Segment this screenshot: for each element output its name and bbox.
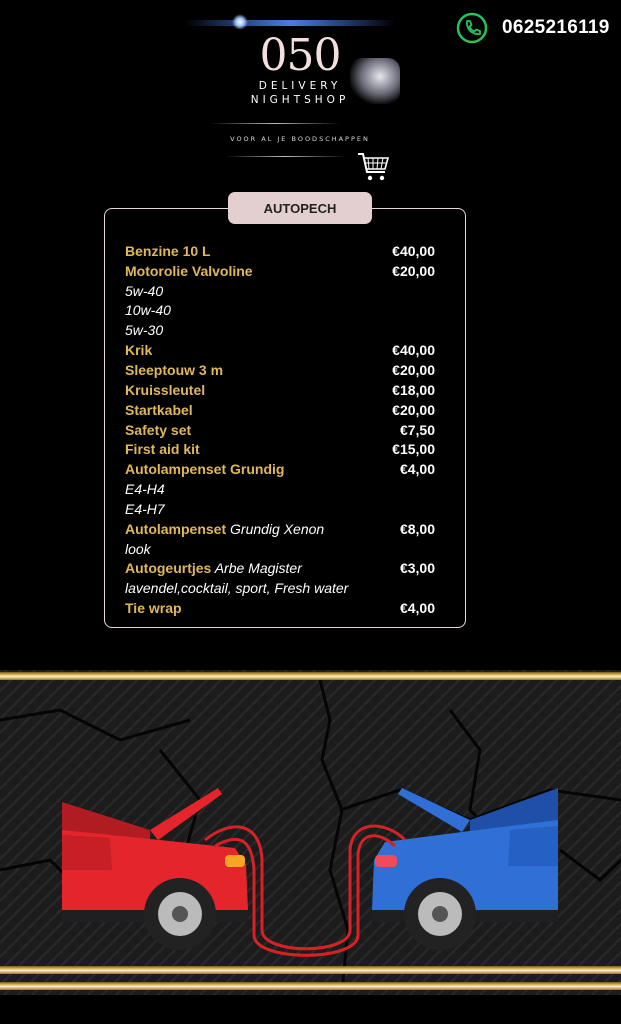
menu-item-row [125, 598, 435, 618]
menu-item-name-text: First aid kit [125, 441, 200, 458]
menu-item-name [125, 382, 205, 398]
menu-item-row [125, 459, 435, 479]
menu-item-price: €20,00 [392, 401, 435, 418]
menu-item-description: Arbe Magister [211, 560, 302, 577]
menu-item-row [125, 499, 435, 519]
menu-item-row [125, 241, 435, 261]
menu-item-name [125, 521, 324, 537]
menu-item-name [125, 461, 284, 477]
menu-item-row [125, 380, 435, 400]
menu-item-name-text: Autolampenset [125, 520, 227, 537]
shopping-cart-icon [356, 150, 392, 186]
gold-border-top [0, 672, 621, 680]
phone-number[interactable]: 0625216119 [502, 17, 610, 38]
menu-item-price: €3,00 [399, 560, 435, 577]
menu-item-price: €7,50 [399, 421, 435, 438]
menu-item-price: €20,00 [392, 361, 435, 378]
menu-item-row [125, 360, 435, 380]
menu-item-row [125, 301, 435, 321]
menu-item-row [125, 420, 435, 440]
gold-border-bottom-1 [0, 966, 621, 974]
gold-border-bottom-2 [0, 982, 621, 990]
light-flare [185, 20, 395, 26]
divider-top [210, 123, 340, 124]
light-flare-dot [232, 14, 248, 30]
menu-item-variant: 5w-30 [125, 322, 164, 339]
jump-start-illustration [0, 670, 621, 995]
menu-item-row [125, 261, 435, 281]
menu-item-name-text: Sleeptouw 3 m [125, 361, 224, 378]
menu-item-name-text: Krik [125, 342, 153, 359]
menu-item-name-text: Benzine 10 L [125, 242, 211, 259]
menu-item-name [125, 600, 182, 616]
cars-illustration [0, 670, 621, 995]
menu-item-variant: 10w-40 [125, 302, 171, 319]
menu-item-name-text: Motorolie Valvoline [125, 262, 253, 279]
menu-item-name [125, 263, 253, 279]
menu-item-variant: lavendel,cocktail, sport, Fresh water [125, 580, 349, 597]
logo-number: 050 [259, 30, 341, 81]
menu-item-name [125, 560, 302, 576]
menu-item-row [125, 281, 435, 301]
menu-item-name [125, 402, 193, 418]
menu-item-row [125, 519, 435, 539]
menu-item-price: €40,00 [392, 342, 435, 359]
menu-item-row [125, 340, 435, 360]
menu-item-name-text: Kruissleutel [125, 381, 206, 398]
divider-bottom [225, 156, 345, 157]
category-badge: AUTOPECH [228, 192, 372, 224]
menu-item-row [125, 320, 435, 340]
menu-item-price: €8,00 [399, 520, 435, 537]
menu-item-price: €18,00 [392, 381, 435, 398]
tagline: VOOR AL JE BOODSCHAPPEN [230, 135, 370, 143]
menu-item-price: €40,00 [392, 242, 435, 259]
menu-item-price: €4,00 [399, 461, 435, 478]
menu-item-variant: 5w-40 [125, 282, 164, 299]
menu-item-variant: E4-H7 [125, 500, 165, 517]
menu-item-description: Grundig Xenon [226, 520, 325, 537]
menu-item-name-text: Startkabel [125, 401, 193, 418]
menu-item-row [125, 539, 435, 559]
menu-item-price: €15,00 [392, 441, 435, 458]
menu-item-price: €4,00 [399, 600, 435, 617]
logo-nightshop: NIGHTSHOP [250, 94, 350, 106]
menu-item-name-text: Autolampenset Grundig [125, 461, 285, 478]
menu-item-name [125, 362, 223, 378]
menu-item-name [125, 422, 191, 438]
logo-car-image [350, 58, 400, 104]
menu-item-variant: E4-H4 [125, 481, 165, 498]
menu-item-row [125, 559, 435, 579]
logo-delivery: DELIVERY [258, 80, 342, 92]
menu-item-name [125, 342, 152, 358]
menu-item-name-text: Autogeurtjes [125, 560, 212, 577]
menu-item-list [125, 241, 435, 618]
menu-item-row [125, 578, 435, 598]
menu-item-name-text: Tie wrap [125, 600, 182, 617]
menu-item-variant: look [125, 540, 151, 557]
menu-item-row [125, 439, 435, 459]
menu-item-name [125, 441, 200, 457]
menu-item-name [125, 243, 211, 259]
menu-item-name-text: Safety set [125, 421, 192, 438]
menu-item-price: €20,00 [392, 262, 435, 279]
menu-item-row [125, 400, 435, 420]
menu-item-row [125, 479, 435, 499]
